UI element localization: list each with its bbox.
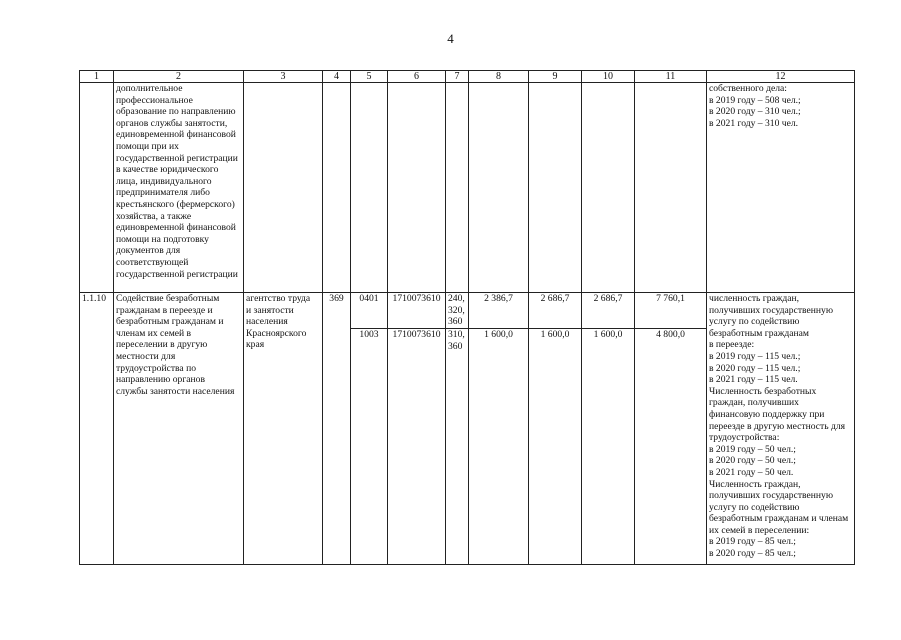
amount-2020: 1 600,0: [529, 329, 582, 565]
amount-2019: 1 600,0: [469, 329, 529, 565]
expected-result-cont: собственного дела: в 2019 году – 508 чел.; в 2020 году – 310 чел.; в 2021 году – 310 чел.: [707, 83, 855, 293]
measure-description-cont: дополнительное профессиональное образование по направлению органов службы занятости, единовременной финансовой помощи при их государственной регистрации в качестве юридического лица, индивидуального предпринимателя либо крестьянского (фермерского) хозяйства, а также единовременной финансовой помощи на подготовку документов для соответствующей государственной регистрации: [114, 83, 244, 293]
header-cell: 7: [446, 71, 469, 83]
header-cell: 4: [323, 71, 351, 83]
amount-total: 7 760,1: [635, 293, 707, 329]
header-cell: 6: [388, 71, 446, 83]
header-row: [80, 71, 855, 83]
rzpr-code: 1003: [351, 329, 388, 565]
header-cell: 3: [244, 71, 323, 83]
table-row-continuation: [80, 83, 855, 293]
header-cell: 1: [80, 71, 114, 83]
measure-name: Содействие безработным гражданам в переезде и безработным гражданам и членам их семей в переселении в другую местности для трудоустройства по направлению органов службы занятости населения: [114, 293, 244, 565]
csr-code: 1710073610: [388, 329, 446, 565]
header-cell: 8: [469, 71, 529, 83]
table-row-1-1-10: [80, 293, 855, 329]
grbs-code: 369: [323, 293, 351, 565]
header-cell: 5: [351, 71, 388, 83]
amount-2020: 2 686,7: [529, 293, 582, 329]
header-cell: 11: [635, 71, 707, 83]
expected-result: численность граждан, получивших государственную услугу по содействию безработным гражданам в переезде: в 2019 году – 115 чел.; в 2020 году – 115 чел.; в 2021 году – 115 чел. Численность безработных граждан, получивших финансовую поддержку при переезде в другую местность для трудоустройства: в 2019 году – 50 чел.; в 2020 году – 50 чел.; в 2021 году – 50 чел. Численность граждан, получивших государственную услугу по содействию безработным гражданам и членам их семей в переселении: в 2019 году – 85 чел.; в 2020 году – 85 чел.;: [707, 293, 855, 565]
responsible-agency: агентство труда и занятости населения Красноярского края: [244, 293, 323, 565]
vr-code: 240, 320, 360: [446, 293, 469, 329]
amount-2021: 1 600,0: [582, 329, 635, 565]
amount-2019: 2 386,7: [469, 293, 529, 329]
rzpr-code: 0401: [351, 293, 388, 329]
vr-code: 310, 360: [446, 329, 469, 565]
header-cell: 10: [582, 71, 635, 83]
header-cell: 9: [529, 71, 582, 83]
header-cell: 2: [114, 71, 244, 83]
program-measures-table: [79, 70, 855, 565]
header-cell: 12: [707, 71, 855, 83]
measure-number: 1.1.10: [80, 293, 114, 565]
amount-total: 4 800,0: [635, 329, 707, 565]
amount-2021: 2 686,7: [582, 293, 635, 329]
csr-code: 1710073610: [388, 293, 446, 329]
page-number: 4: [447, 31, 454, 46]
